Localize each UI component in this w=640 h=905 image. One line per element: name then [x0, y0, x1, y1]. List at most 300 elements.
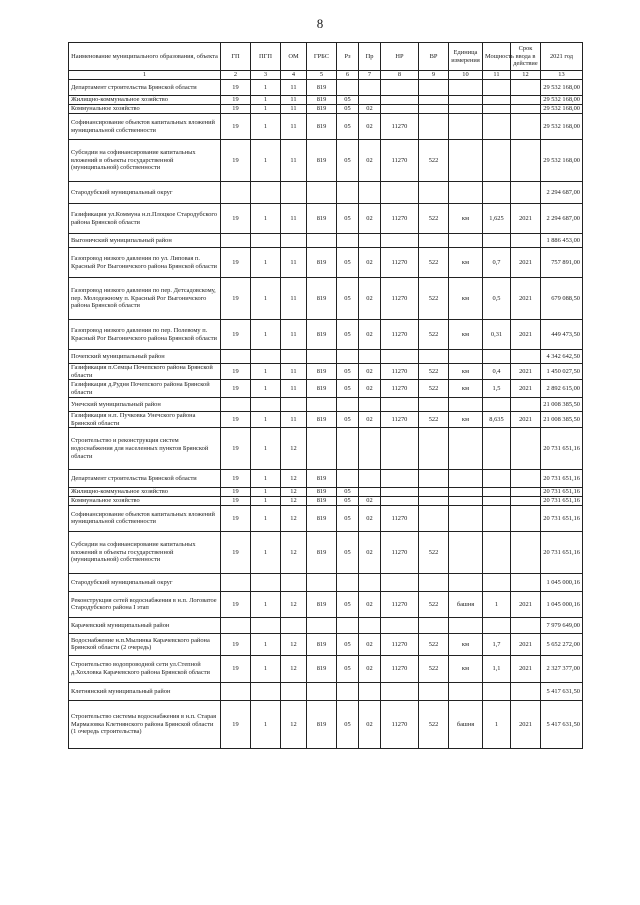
code-cell — [483, 140, 511, 182]
code-cell: 1 — [251, 655, 281, 682]
code-cell: 02 — [359, 531, 381, 573]
code-cell: 19 — [221, 114, 251, 140]
code-cell: 11270 — [381, 114, 419, 140]
code-cell: 05 — [337, 700, 359, 748]
header-cell: НР — [381, 43, 419, 71]
code-cell: 522 — [419, 364, 449, 380]
code-cell: 819 — [307, 80, 337, 96]
header-cell: ВР — [419, 43, 449, 71]
code-cell: 11 — [281, 96, 307, 105]
code-cell — [251, 182, 281, 204]
code-cell: 1,625 — [483, 204, 511, 234]
amount-cell: 20 731 651,16 — [541, 428, 583, 470]
code-cell: 11 — [281, 412, 307, 428]
code-cell: 19 — [221, 700, 251, 748]
code-cell — [221, 182, 251, 204]
code-cell — [307, 398, 337, 412]
table-row — [69, 320, 583, 350]
code-cell: 11270 — [381, 140, 419, 182]
amount-cell: 29 532 168,00 — [541, 96, 583, 105]
code-cell: км — [449, 633, 483, 655]
header-cell: Срок ввода в действие — [511, 43, 541, 71]
code-cell — [483, 682, 511, 700]
code-cell: 522 — [419, 700, 449, 748]
code-cell: 19 — [221, 380, 251, 398]
code-cell: 819 — [307, 248, 337, 278]
code-cell: 11270 — [381, 412, 419, 428]
code-cell — [419, 234, 449, 248]
object-name-cell: Коммунальное хозяйство — [69, 105, 221, 114]
code-cell — [359, 80, 381, 96]
code-cell: 2021 — [511, 412, 541, 428]
code-cell — [337, 470, 359, 488]
code-cell — [511, 505, 541, 531]
code-cell: 05 — [337, 505, 359, 531]
code-cell — [281, 573, 307, 591]
amount-cell: 20 731 651,16 — [541, 505, 583, 531]
code-cell: 819 — [307, 488, 337, 497]
code-cell: 1 — [251, 105, 281, 114]
code-cell — [449, 496, 483, 505]
code-cell: 19 — [221, 80, 251, 96]
code-cell: 522 — [419, 531, 449, 573]
code-cell — [449, 350, 483, 364]
code-cell: 1,7 — [483, 633, 511, 655]
code-cell: 05 — [337, 633, 359, 655]
code-cell — [359, 573, 381, 591]
amount-cell: 757 891,00 — [541, 248, 583, 278]
code-cell: 19 — [221, 278, 251, 320]
code-cell — [449, 573, 483, 591]
object-name-cell: Субсидии на софинансирование капитальных вложений в объекты государственной (муниципальной) собственности — [69, 531, 221, 573]
code-cell — [449, 428, 483, 470]
amount-cell: 679 088,50 — [541, 278, 583, 320]
code-cell — [381, 350, 419, 364]
code-cell: 1 — [251, 140, 281, 182]
code-cell — [419, 80, 449, 96]
table-row — [69, 655, 583, 682]
code-cell — [251, 398, 281, 412]
table-row — [69, 531, 583, 573]
code-cell: 11270 — [381, 320, 419, 350]
code-cell: 2021 — [511, 700, 541, 748]
code-cell: 11 — [281, 140, 307, 182]
code-cell — [381, 234, 419, 248]
code-cell: 19 — [221, 96, 251, 105]
code-cell: 19 — [221, 320, 251, 350]
code-cell: 02 — [359, 380, 381, 398]
code-cell — [449, 80, 483, 96]
code-cell — [511, 114, 541, 140]
code-cell: 12 — [281, 505, 307, 531]
code-cell — [483, 428, 511, 470]
object-name-cell: Газификация ул.Коммуна н.п.Плоцкое Стародубского района Брянской области — [69, 204, 221, 234]
code-cell — [419, 496, 449, 505]
amount-cell: 20 731 651,16 — [541, 488, 583, 497]
index-cell: 12 — [511, 71, 541, 80]
code-cell: 02 — [359, 105, 381, 114]
code-cell: 02 — [359, 140, 381, 182]
amount-cell: 2 294 687,00 — [541, 204, 583, 234]
amount-cell: 5 652 272,00 — [541, 633, 583, 655]
amount-cell: 21 008 385,50 — [541, 412, 583, 428]
index-cell: 10 — [449, 71, 483, 80]
amount-cell: 7 979 649,00 — [541, 617, 583, 633]
table-row — [69, 412, 583, 428]
code-cell — [419, 428, 449, 470]
code-cell: 1 — [251, 700, 281, 748]
object-name-cell: Реконструкция сетей водоснабжения в н.п. Логоватое Стародубского района I этап — [69, 591, 221, 617]
code-cell — [381, 182, 419, 204]
code-cell — [449, 531, 483, 573]
table-row — [69, 234, 583, 248]
code-cell — [419, 505, 449, 531]
index-cell: 1 — [69, 71, 221, 80]
code-cell — [419, 350, 449, 364]
object-name-cell: Почепский муниципальный район — [69, 350, 221, 364]
code-cell: 522 — [419, 320, 449, 350]
code-cell — [483, 573, 511, 591]
code-cell — [221, 573, 251, 591]
table-row — [69, 505, 583, 531]
header-cell: Пр — [359, 43, 381, 71]
code-cell: 1,5 — [483, 380, 511, 398]
code-cell: 2021 — [511, 320, 541, 350]
header-cell: ГП — [221, 43, 251, 71]
object-name-cell: Карачевский муниципальный район — [69, 617, 221, 633]
code-cell — [511, 234, 541, 248]
code-cell — [483, 505, 511, 531]
code-cell: 11 — [281, 204, 307, 234]
amount-cell: 1 886 453,00 — [541, 234, 583, 248]
code-cell — [419, 617, 449, 633]
table-row — [69, 682, 583, 700]
code-cell — [381, 96, 419, 105]
code-cell: 05 — [337, 364, 359, 380]
code-cell — [381, 398, 419, 412]
index-cell: 3 — [251, 71, 281, 80]
code-cell — [449, 140, 483, 182]
header-cell: 2021 год — [541, 43, 583, 71]
code-cell — [381, 617, 419, 633]
code-cell: 1 — [251, 364, 281, 380]
code-cell: 19 — [221, 248, 251, 278]
code-cell: 05 — [337, 655, 359, 682]
code-cell: 02 — [359, 633, 381, 655]
code-cell: 11270 — [381, 700, 419, 748]
index-cell: 4 — [281, 71, 307, 80]
code-cell: 522 — [419, 204, 449, 234]
code-cell: 05 — [337, 248, 359, 278]
code-cell: 2021 — [511, 364, 541, 380]
code-cell — [449, 182, 483, 204]
code-cell: 1 — [251, 488, 281, 497]
object-name-cell: Газификация п.Семцы Почепского района Брянской области — [69, 364, 221, 380]
code-cell: 05 — [337, 380, 359, 398]
code-cell — [483, 182, 511, 204]
code-cell — [359, 470, 381, 488]
table-row — [69, 204, 583, 234]
object-name-cell: Газификация д.Рудня Почепского района Брянской области — [69, 380, 221, 398]
code-cell: 2021 — [511, 591, 541, 617]
code-cell — [511, 140, 541, 182]
code-cell: 19 — [221, 204, 251, 234]
code-cell — [251, 617, 281, 633]
code-cell — [337, 80, 359, 96]
index-cell: 7 — [359, 71, 381, 80]
code-cell — [337, 234, 359, 248]
code-cell — [511, 105, 541, 114]
code-cell: 02 — [359, 591, 381, 617]
header-cell: ПГП — [251, 43, 281, 71]
code-cell: 11270 — [381, 505, 419, 531]
code-cell — [307, 617, 337, 633]
amount-cell: 29 532 168,00 — [541, 105, 583, 114]
code-cell — [221, 234, 251, 248]
code-cell: 819 — [307, 140, 337, 182]
code-cell — [281, 398, 307, 412]
index-cell: 13 — [541, 71, 583, 80]
code-cell — [511, 531, 541, 573]
object-name-cell: Коммунальное хозяйство — [69, 496, 221, 505]
code-cell: 02 — [359, 496, 381, 505]
table-row — [69, 80, 583, 96]
amount-cell: 2 892 615,00 — [541, 380, 583, 398]
code-cell — [359, 350, 381, 364]
code-cell — [359, 682, 381, 700]
code-cell: 1 — [251, 278, 281, 320]
code-cell: 522 — [419, 633, 449, 655]
code-cell — [337, 182, 359, 204]
code-cell: 12 — [281, 428, 307, 470]
amount-cell: 29 532 168,00 — [541, 140, 583, 182]
code-cell: 02 — [359, 364, 381, 380]
code-cell — [337, 398, 359, 412]
code-cell: 819 — [307, 96, 337, 105]
table-row — [69, 428, 583, 470]
code-cell — [251, 234, 281, 248]
code-cell: 02 — [359, 248, 381, 278]
code-cell — [221, 617, 251, 633]
code-cell — [511, 573, 541, 591]
code-cell: 1 — [251, 320, 281, 350]
code-cell — [483, 80, 511, 96]
code-cell: 19 — [221, 470, 251, 488]
code-cell: 819 — [307, 505, 337, 531]
code-cell — [511, 496, 541, 505]
code-cell — [449, 96, 483, 105]
code-cell — [419, 114, 449, 140]
amount-cell: 20 731 651,16 — [541, 496, 583, 505]
table-row — [69, 182, 583, 204]
code-cell: 11 — [281, 380, 307, 398]
code-cell: 19 — [221, 412, 251, 428]
object-name-cell: Унечский муниципальный район — [69, 398, 221, 412]
code-cell: 819 — [307, 700, 337, 748]
header-cell: Рз — [337, 43, 359, 71]
code-cell: 05 — [337, 531, 359, 573]
code-cell: 1 — [251, 380, 281, 398]
code-cell: 12 — [281, 633, 307, 655]
object-name-cell: Жилищно-коммунальное хозяйство — [69, 488, 221, 497]
code-cell: 2021 — [511, 380, 541, 398]
code-cell: 05 — [337, 488, 359, 497]
code-cell: 1 — [251, 496, 281, 505]
amount-cell: 449 473,50 — [541, 320, 583, 350]
code-cell: 1 — [251, 114, 281, 140]
code-cell: 05 — [337, 96, 359, 105]
code-cell: 2021 — [511, 633, 541, 655]
code-cell: 522 — [419, 591, 449, 617]
object-name-cell: Газификация н.п. Пучковка Унечского района Брянской области — [69, 412, 221, 428]
code-cell: башня — [449, 700, 483, 748]
code-cell: 0,5 — [483, 278, 511, 320]
code-cell: 1 — [251, 80, 281, 96]
object-name-cell: Клетнянский муниципальный район — [69, 682, 221, 700]
table-row — [69, 278, 583, 320]
code-cell — [381, 573, 419, 591]
code-cell: 19 — [221, 105, 251, 114]
code-cell — [381, 105, 419, 114]
code-cell: 05 — [337, 204, 359, 234]
code-cell: 11270 — [381, 364, 419, 380]
object-name-cell: Строительство водопроводной сети ул.Степной д.Хохловка Карачевского района Брянской области — [69, 655, 221, 682]
header-cell: Единица измерения — [449, 43, 483, 71]
table-row — [69, 114, 583, 140]
code-cell — [281, 234, 307, 248]
code-cell — [307, 428, 337, 470]
object-name-cell: Водоснабжение н.п.Мылинка Карачевского района Брянской области (2 очередь) — [69, 633, 221, 655]
code-cell: 05 — [337, 412, 359, 428]
code-cell: 11270 — [381, 278, 419, 320]
code-cell: 19 — [221, 364, 251, 380]
code-cell: 522 — [419, 655, 449, 682]
code-cell — [381, 682, 419, 700]
code-cell — [449, 114, 483, 140]
code-cell — [483, 617, 511, 633]
code-cell: 522 — [419, 278, 449, 320]
table-row — [69, 398, 583, 412]
table-row — [69, 96, 583, 105]
code-cell — [449, 398, 483, 412]
code-cell — [449, 617, 483, 633]
code-cell — [483, 488, 511, 497]
code-cell — [449, 488, 483, 497]
code-cell: 19 — [221, 496, 251, 505]
code-cell: км — [449, 248, 483, 278]
code-cell — [307, 350, 337, 364]
amount-cell: 5 417 631,50 — [541, 700, 583, 748]
code-cell: 11270 — [381, 248, 419, 278]
code-cell — [221, 398, 251, 412]
code-cell — [359, 96, 381, 105]
code-cell — [419, 488, 449, 497]
code-cell — [483, 398, 511, 412]
code-cell: 819 — [307, 114, 337, 140]
code-cell — [449, 470, 483, 488]
code-cell: 11 — [281, 114, 307, 140]
code-cell — [281, 617, 307, 633]
code-cell — [381, 488, 419, 497]
code-cell — [511, 682, 541, 700]
code-cell: км — [449, 380, 483, 398]
code-cell — [381, 496, 419, 505]
code-cell — [337, 428, 359, 470]
code-cell: 1 — [251, 428, 281, 470]
code-cell: 522 — [419, 412, 449, 428]
code-cell: 2021 — [511, 204, 541, 234]
code-cell: 12 — [281, 470, 307, 488]
amount-cell: 20 731 651,16 — [541, 470, 583, 488]
code-cell: 11270 — [381, 655, 419, 682]
code-cell — [307, 234, 337, 248]
amount-cell: 21 008 385,50 — [541, 398, 583, 412]
code-cell: 05 — [337, 278, 359, 320]
index-cell: 6 — [337, 71, 359, 80]
index-cell: 11 — [483, 71, 511, 80]
table-row — [69, 488, 583, 497]
code-cell — [221, 682, 251, 700]
code-cell: 522 — [419, 248, 449, 278]
table-row — [69, 364, 583, 380]
code-cell: 1 — [251, 96, 281, 105]
code-cell — [221, 350, 251, 364]
index-cell: 5 — [307, 71, 337, 80]
code-cell — [251, 350, 281, 364]
code-cell — [483, 531, 511, 573]
code-cell: 11270 — [381, 531, 419, 573]
code-cell: 8,635 — [483, 412, 511, 428]
code-cell — [281, 182, 307, 204]
code-cell: башня — [449, 591, 483, 617]
code-cell — [359, 617, 381, 633]
code-cell: 05 — [337, 114, 359, 140]
table-row — [69, 496, 583, 505]
code-cell — [511, 80, 541, 96]
code-cell — [511, 182, 541, 204]
code-cell — [419, 96, 449, 105]
object-name-cell: Субсидии на софинансирование капитальных вложений в объекты государственной (муниципальной) собственности — [69, 140, 221, 182]
object-name-cell: Стародубский муниципальный округ — [69, 182, 221, 204]
code-cell: 1 — [251, 412, 281, 428]
header-cell: ГРБС — [307, 43, 337, 71]
object-name-cell: Департамент строительства Брянской области — [69, 80, 221, 96]
code-cell: 19 — [221, 488, 251, 497]
code-cell: 11 — [281, 80, 307, 96]
code-cell: 522 — [419, 380, 449, 398]
header-cell: ОМ — [281, 43, 307, 71]
code-cell — [449, 105, 483, 114]
code-cell: 02 — [359, 278, 381, 320]
code-cell — [483, 105, 511, 114]
code-cell — [381, 470, 419, 488]
code-cell: 2021 — [511, 248, 541, 278]
code-cell: 02 — [359, 700, 381, 748]
code-cell: 819 — [307, 412, 337, 428]
object-name-cell: Строительство и реконструкция систем водоснабжения для населенных пунктов Брянской области — [69, 428, 221, 470]
table-row — [69, 350, 583, 364]
code-cell: 522 — [419, 140, 449, 182]
amount-cell: 29 532 168,00 — [541, 80, 583, 96]
code-cell — [359, 398, 381, 412]
table-row — [69, 591, 583, 617]
code-cell: 11 — [281, 105, 307, 114]
budget-table — [68, 42, 583, 749]
code-cell: 819 — [307, 320, 337, 350]
code-cell: 12 — [281, 591, 307, 617]
object-name-cell: Департамент строительства Брянской области — [69, 470, 221, 488]
amount-cell: 20 731 651,16 — [541, 531, 583, 573]
